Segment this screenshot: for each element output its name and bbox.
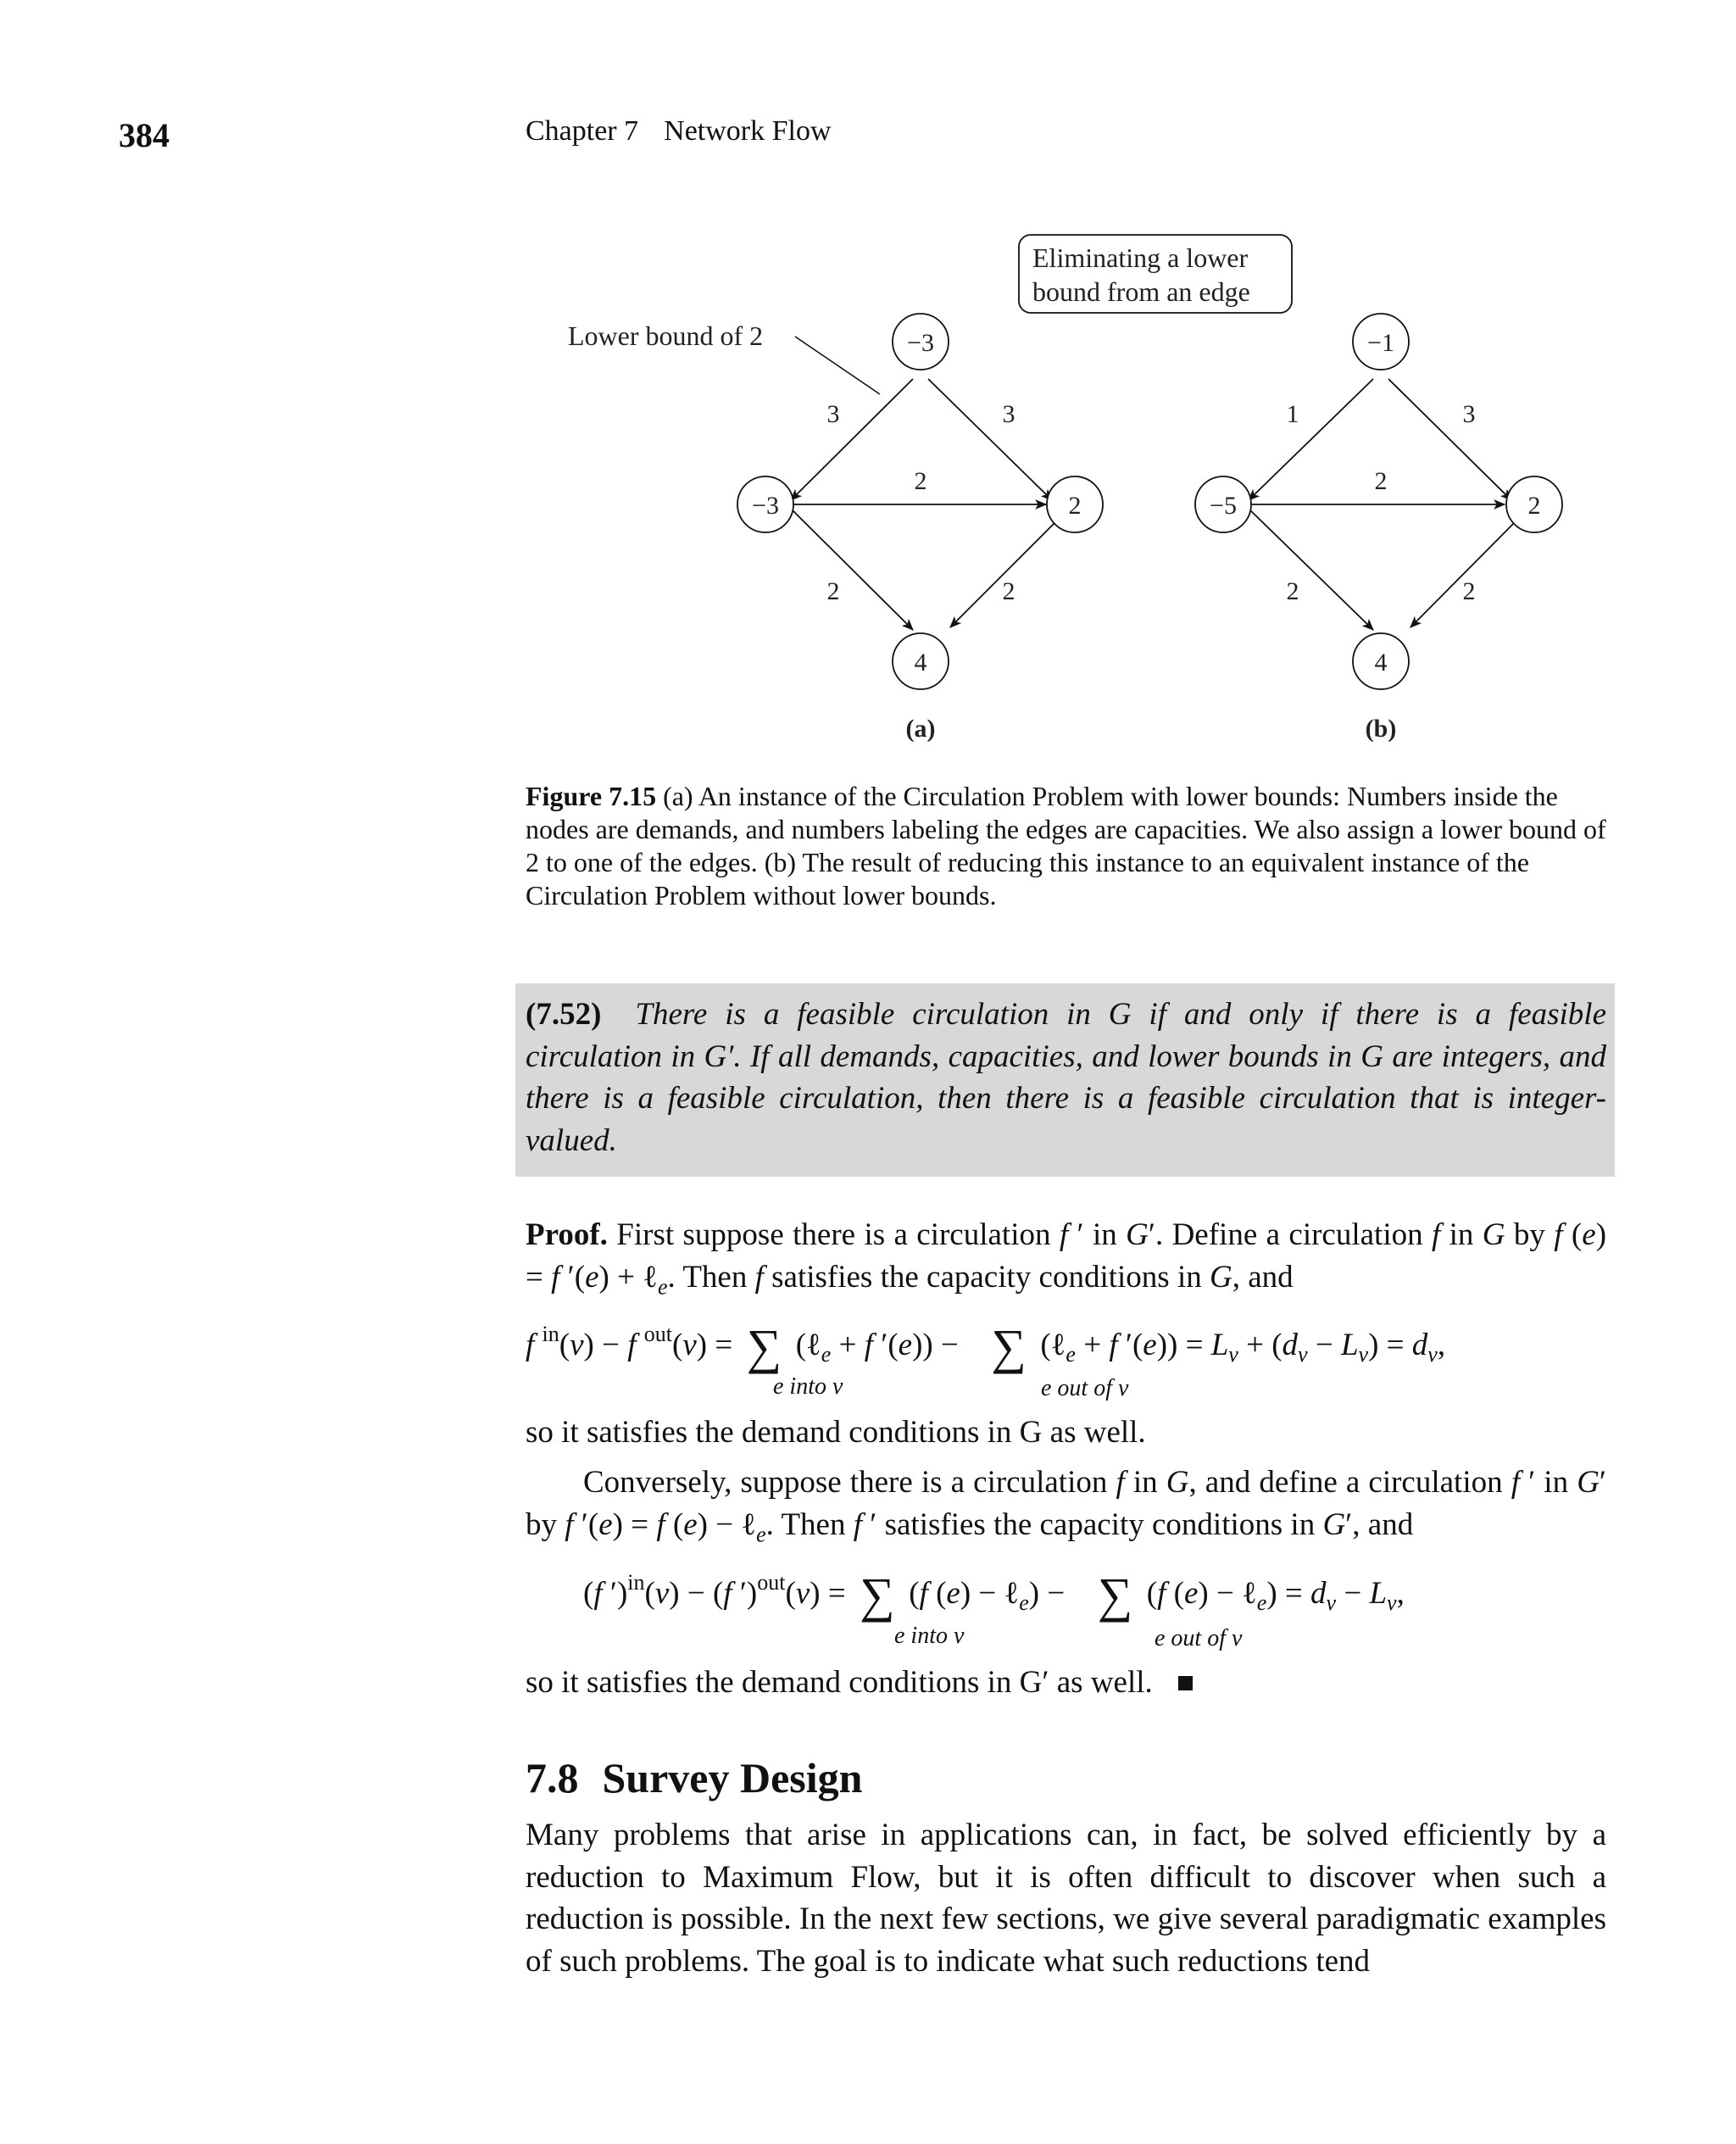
theorem-text: There is a feasible circulation in G if and only if there is a feasible circulation in G′. If all demands, capacities, and lower bounds in G are integers, and there is a feasible circulation, then there is a feasible circulation that is integer-valued. [526,997,1606,1158]
a-node-left-label: −3 [752,492,779,520]
proof-after-eq1: so it satisfies the demand conditions in G as well. [526,1415,1146,1450]
chapter-title: Network Flow [664,115,832,147]
a-edge-right-bottom [950,517,1060,627]
b-edge-top-right-label: 3 [1462,400,1476,428]
b-edge-top-left [1249,379,1373,500]
b-edge-left-bottom [1249,509,1373,630]
eq1-sum2-label: e out of v [1041,1375,1129,1401]
a-edge-top-left-label: 3 [826,400,840,428]
b-node-bottom-label: 4 [1374,649,1388,677]
section-heading [526,1753,862,1802]
b-node-right-label: 2 [1527,492,1541,520]
proof-label: Proof. [526,1217,608,1252]
equation-1: f $^{in}$(v) − f $^{out}$(v) = ∑ (ℓ$_e$ + f ′(e)) − ∑ (ℓ$_e$ + f $'(e)) = L_v + (d_v - L_v) = d_v$, [526,1319,1446,1374]
b-edge-left-bottom-label: 2 [1286,577,1299,605]
proof-after-eq2 [526,1662,1606,1704]
section-intro-paragraph: Many problems that arise in applications can, in fact, be solved efficiently by a reduction to Maximum Flow, but it is often difficult to discover when such a reduction is possible. In the next few sections, we give several paradigmatic examples of such problems. The goal is to indicate what such reductions tend [526,1818,1606,1979]
theorem-7-52 [526,994,1606,1161]
panel-b-label: (b) [1365,715,1397,743]
theorem-number: (7.52) [526,997,602,1032]
a-edge-right-bottom-label: 2 [1002,577,1015,605]
a-node-top-label: −3 [907,329,934,357]
b-edge-top-left-label: 1 [1286,400,1299,428]
b-node-top-label: −1 [1367,329,1394,357]
a-edge-left-bottom-label: 2 [826,577,840,605]
figure-7-15 [526,225,1594,759]
annotation-leader-line [795,337,880,394]
eq1-sum1-label: e into v [773,1373,843,1400]
page-number: 384 [119,116,170,154]
a-edge-left-bottom [791,509,913,630]
b-edge-right-bottom-label: 2 [1462,577,1476,605]
b-node-left-label: −5 [1210,492,1237,520]
eq2-sum2-label: e out of v [1155,1625,1243,1651]
figure-label: Figure 7.15 [526,781,657,811]
b-edge-middle-label: 2 [1374,467,1388,495]
section-number: 7.8 [526,1754,579,1802]
eq2-sum1-label: e into v [894,1623,965,1649]
proof-paragraph-2: Conversely, suppose there is a circulation f in G, and define a circulation f ′ in G′ by f ′(e) = f (e) − ℓ$_e$. Then f ′ satisfies the capacity conditions in G′, and [526,1465,1607,1546]
proof-paragraph-1: Proof. First suppose there is a circulation f ′ in G′. Define a circulation f in G by f (e) = f ′(e) + ℓ$_e$. Then f satisfies the capacity conditions in G, and [526,1217,1607,1299]
qed-square-icon [1178,1676,1193,1690]
b-edge-top-right [1388,379,1511,500]
a-edge-middle-label: 2 [914,467,927,495]
running-head [526,115,832,148]
chapter-label: Chapter 7 [526,115,639,147]
equation-2: (f ′)$^{in}$(v) − (f ′)$^{out}$(v) = ∑ (f (e) − ℓ$_e$) − ∑ (f (e) − ℓ$_e$) = $d_v - L_v$, [583,1568,1405,1623]
caption-text: (a) An instance of the Circulation Problem with lower bounds: Numbers inside the nodes are demands, and numbers labeling the edges are capacities. We also assign a lower bound of 2 to one of the edges. (b) The result of reducing this instance to an equivalent instance of the Circulation Problem without lower bounds. [526,781,1606,911]
a-node-bottom-label: 4 [914,649,927,677]
a-node-right-label: 2 [1068,492,1082,520]
callout-line-2: bound from an edge [1032,276,1250,307]
a-edge-top-right-label: 3 [1002,400,1015,428]
lower-bound-annotation: Lower bound of 2 [568,320,764,351]
callout-line-1: Eliminating a lower [1032,242,1249,273]
figure-caption [526,780,1606,912]
b-edge-right-bottom [1410,517,1520,627]
section-title: Survey Design [602,1754,863,1802]
panel-a-label: (a) [905,715,936,743]
a-edge-top-left [791,379,913,500]
a-edge-top-right [928,379,1052,500]
proof-final-sentence: so it satisfies the demand conditions in G′ as well. [526,1665,1153,1700]
